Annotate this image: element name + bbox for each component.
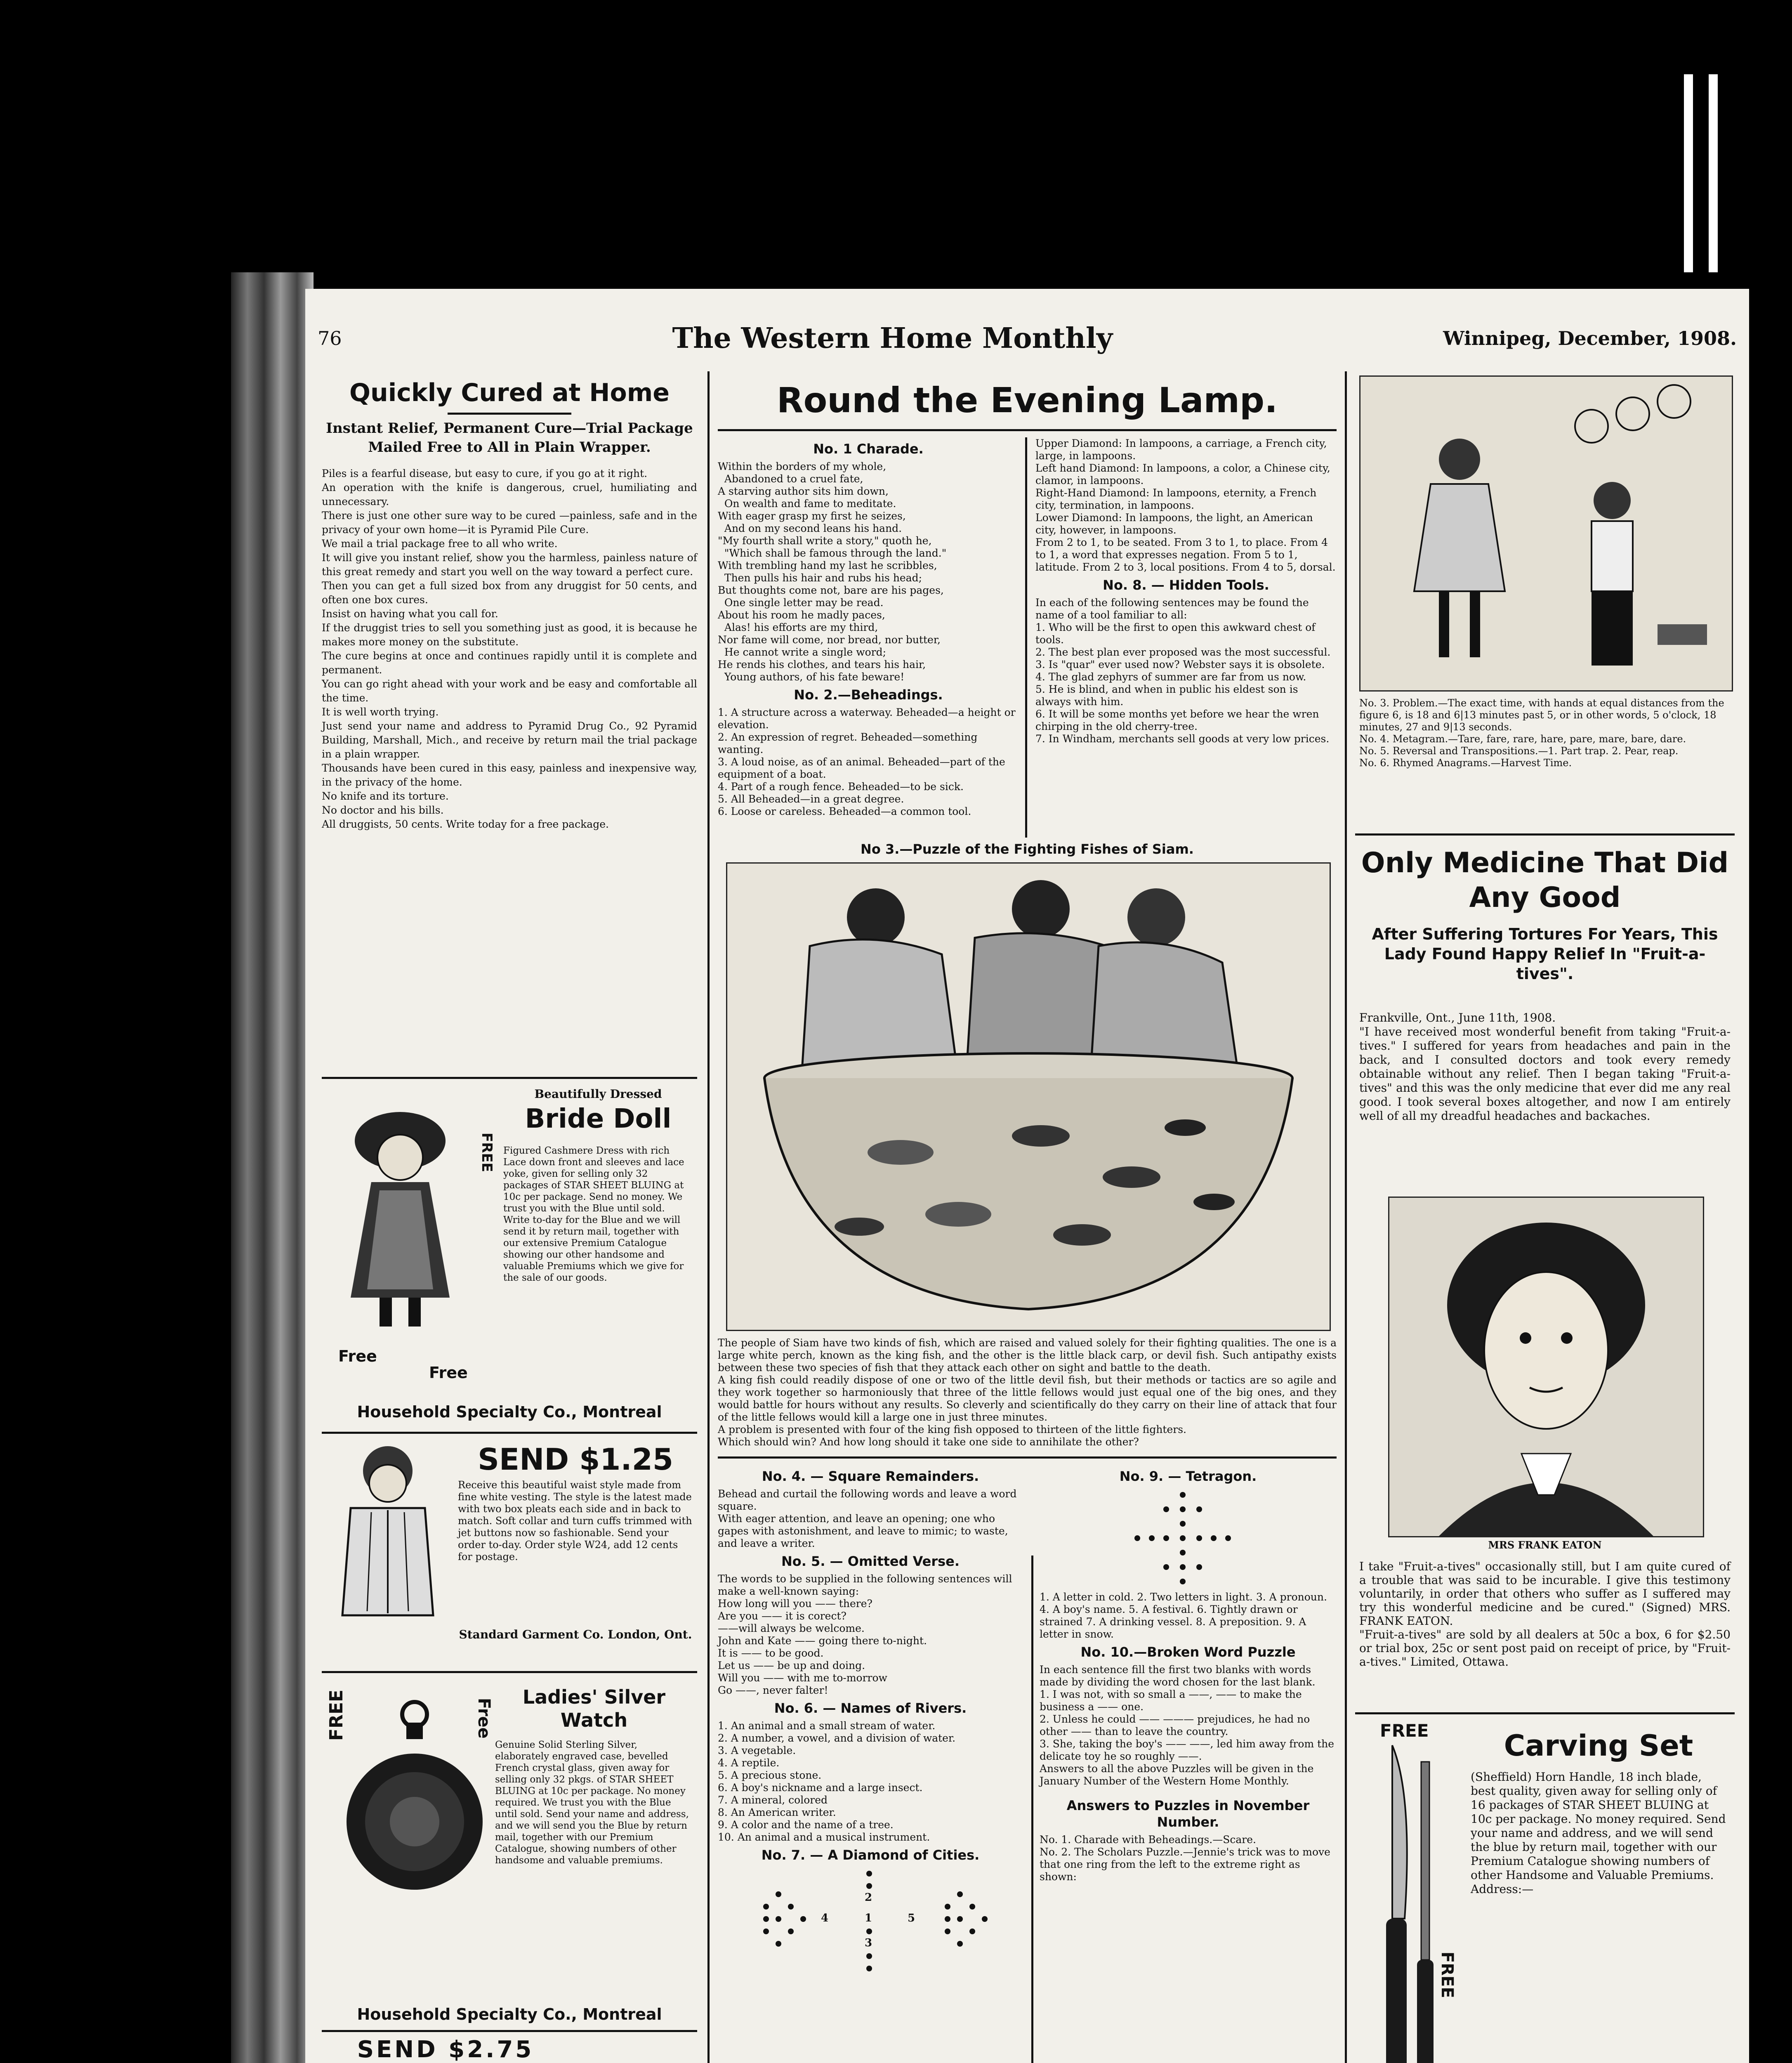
doll-illustration xyxy=(330,1108,470,1339)
doll-figure xyxy=(330,1108,470,1339)
ad-headline: Carving Set xyxy=(1504,1729,1693,1763)
watch-illustration xyxy=(347,1698,483,1929)
film-edge-mark xyxy=(1709,74,1718,272)
puzzle-text: Behead and curtail the following words and leave a word square. With eager attention, and leave an opening; one who gapes with astonishment, and leave to mimic; to waste, and leave a writer. xyxy=(718,1488,1017,1549)
diamond-of-cities-figure xyxy=(718,1867,1023,1974)
right-column xyxy=(1355,375,1735,2063)
puzzle-text: The words to be supplied in the following sentences will make a well-known saying: How long will you —— there? Are you —— it is corect? ——will always be welcome. John and Kate —— going there to-night. It is —— to be good. Let us —— be up and doing. Will you —— with me to-morrow Go ——, never falter! xyxy=(718,1573,1012,1696)
ad-headline: Ladies' Silver Watch xyxy=(522,1686,666,1731)
diamond-number: 1 xyxy=(865,1912,872,1924)
november-answers: No. 3. Problem.—The exact time, with hands at equal distances from the figure 6, is 18 and 6|13 minutes past 5, or in other words, 5 o'clock, 18 minutes, 27 and 9|13 seconds. No. 4. Metagram.—Tare, fare, rare, hare, pare, mare, bare, dare. No. 5. Reversal and Transpositions.—1. Part trap. 2. Pear, reap. No. 6. Rhymed Anagrams.—Harvest Time. xyxy=(1359,697,1724,769)
ad-body: (Sheffield) Horn Handle, 18 inch blade, best quality, given away for selling only of 16 packages of STAR SHEET BLUING at 10c per package. No money required. Send your name and address, and we will send the blue by return mail, together with our Premium Catalogue showing numbers of other Handsome and Valuable Premiums. Address:— xyxy=(1471,1770,1726,1896)
puzzle-subcolumn-b xyxy=(1035,437,1337,745)
left-column xyxy=(322,375,697,2063)
diamond-number: 5 xyxy=(908,1912,915,1924)
dateline: Winnipeg, December, 1908. xyxy=(1443,327,1737,349)
watch-ad xyxy=(322,1671,697,2003)
divider xyxy=(448,413,571,415)
ad-signoff: Household Specialty Co., Montreal xyxy=(357,2005,662,2023)
free-vertical-label: FREE xyxy=(479,1133,495,1172)
diamond-number: 4 xyxy=(821,1912,829,1924)
ad-kicker: Beautifully Dressed xyxy=(534,1087,662,1101)
ad-body: Genuine Solid Sterling Silver, elaborately engraved case, bevelled French crystal glass, given away for selling only 32 pkgs. of STAR SHEET BLUING at 10c per package. No money required. We trust you with the Blue until sold. Send your name and address, and we will send you the Blue by return mail, together with our Premium Catalogue, showing numbers of other handsome and valuable premiums. xyxy=(495,1740,692,1866)
newspaper-page xyxy=(305,289,1749,2063)
ad-signoff: Household Specialty Co., Montreal xyxy=(357,1403,662,1421)
ad-body: Receive this beautiful waist style made from fine white vesting. The style is the latest made with two box pleats each side and in back to match. Soft collar and turn cuffs trimmed with jet buttons now so fashionable. Send your order to-day. Order style W24, add 12 cents for postage. xyxy=(458,1479,696,1563)
portrait-caption: MRS FRANK EATON xyxy=(1488,1539,1602,1551)
page-header xyxy=(318,322,1737,355)
puzzle-heading: No 3.—Puzzle of the Fighting Fishes of Siam. xyxy=(861,841,1194,857)
diamond-number: 2 xyxy=(865,1891,872,1904)
turban-ad xyxy=(322,2030,697,2063)
puzzle-column xyxy=(718,375,1337,2063)
bride-doll-ad xyxy=(322,1077,697,1401)
waist-illustration xyxy=(326,1438,450,1661)
puzzle-heading: Answers to Puzzles in November Number. xyxy=(1066,1798,1310,1830)
ad-headline: Bride Doll xyxy=(525,1104,672,1134)
puzzle-heading: No. 5. — Omitted Verse. xyxy=(781,1553,960,1569)
puzzle-subcolumn-c xyxy=(718,1465,1023,1974)
puzzle-text: No. 1. Charade with Beheadings.—Scare. No. 2. The Scholars Puzzle.—Jennie's trick was to move that one ring from the left to the extreme right as shown: xyxy=(1040,1834,1330,1883)
column-rule xyxy=(1345,371,1347,2063)
ad-headline: Quickly Cured at Home xyxy=(349,378,670,407)
carving-knife-illustration xyxy=(1368,1745,1442,2063)
free-vertical-label: Free xyxy=(474,1698,493,1739)
section-rule xyxy=(1355,1712,1735,1714)
page-number: 76 xyxy=(318,327,342,349)
puzzle-heading: No. 7. — A Diamond of Cities. xyxy=(761,1847,980,1863)
fish-bowl-drawing xyxy=(727,864,1330,1330)
puzzle-heading: No. 2.—Beheadings. xyxy=(794,687,943,703)
puzzle-text: In each of the following sentences may be found the name of a tool familiar to all: 1. Who will be the first to open this awkward chest of tools. 2. The best plan ever proposed was the most successful. 3. Is "quar" ever used now? Webster says it is obsolete. 4. The glad zephyrs of summer are far from us now. 5. He is blind, and when in public his eldest son is always with him. 6. It will be some months yet before we hear the wren chirping in the old cherry-tree. 7. In Windham, merchants sell goods at very low prices. xyxy=(1035,597,1331,745)
pile-cure-ad xyxy=(322,375,697,1069)
puzzle-text: 1. An animal and a small stream of water. 2. A number, a vowel, and a division of water. 3. A vegetable. 4. A reptile. 5. A precious stone. 6. A boy's nickname and a large insect. 7. A mineral, colored 8. An American writer. 9. A color and the name of a tree. 10. An animal and a musical instrument. xyxy=(718,1720,956,1843)
puzzle-text: In each sentence fill the first two blanks with words made by dividing the word chosen for the last blank. 1. I was not, with so small a ——, —— to make the business a —— one. 2. Unless he could —— ——— prejudices, he had no other —— than to leave the country. 3. She, taking the boy's —— ——, led him away from the delicate toy he so roughly ——. Answers to all the above Puzzles will be given in the January Number of the Western Home Monthly. xyxy=(1040,1664,1335,1787)
puzzle-heading: No. 9. — Tetragon. xyxy=(1119,1468,1257,1484)
puzzle-heading: No. 10.—Broken Word Puzzle xyxy=(1080,1644,1296,1660)
diamond-number: 3 xyxy=(865,1937,872,1949)
section-rule xyxy=(718,1456,1337,1459)
ad-body: Figured Cashmere Dress with rich Lace down front and sleeves and lace yoke, given for selling only 32 packages of STAR SHEET BLUING at 10c per package. Send no money. We trust you with the Blue until sold. Write to-day for the Blue and we will send it by return mail, together with our extensive Premium Catalogue showing our other handsome and valuable Premiums which we give for the sale of our goods. xyxy=(503,1145,687,1283)
section-title: Round the Evening Lamp. xyxy=(718,375,1337,431)
puzzle-heading: No. 1 Charade. xyxy=(813,441,924,457)
puzzle-text: Upper Diamond: In lampoons, a carriage, a French city, large, in lampoons. Left hand Diamond: In lampoons, a color, a Chinese city, clamor, in lampoons. Right-Hand Diamond: In lampoons, eternity, a French city, termination, in lampoons. Lower Diamond: In lampoons, the light, an American city, however, in lampoons. From 2 to 1, to be seated. From 3 to 1, to place. From 4 to 1, a word that expresses negation. From 5 to 1, latitude. From 2 to 3, local positions. From 4 to 5, dorsal. xyxy=(1035,437,1336,573)
puzzle-text: 1. A structure across a waterway. Beheaded—a height or elevation. 2. An expression of regret. Beheaded—something wanting. 3. A loud noise, as of an animal. Beheaded—part of the equipment of a boat. 4. Part of a rough fence. Beheaded—to be sick. 5. All Beheaded—in a great degree. 6. Loose or careless. Beheaded—a common tool. xyxy=(718,706,1016,817)
ad-headline: Only Medicine That Did Any Good xyxy=(1361,847,1729,914)
film-edge-mark xyxy=(1684,74,1693,272)
ad-subhead: Instant Relief, Permanent Cure—Trial Package Mailed Free to All in Plain Wrapper. xyxy=(326,420,693,456)
free-vertical-label: FREE xyxy=(326,1690,347,1741)
puzzle-subcolumn-d xyxy=(1040,1465,1337,1883)
puzzle-heading: No. 6. — Names of Rivers. xyxy=(774,1700,967,1716)
tetragon-figure xyxy=(1040,1488,1337,1591)
free-label: FREE xyxy=(1380,1721,1429,1741)
puzzle-heading: No. 4. — Square Remainders. xyxy=(762,1468,979,1484)
portrait-illustration xyxy=(1388,1197,1704,1537)
ad-signoff: Standard Garment Co. London, Ont. xyxy=(459,1628,692,1641)
puzzle-text: 1. A letter in cold. 2. Two letters in light. 3. A pronoun. 4. A boy's name. 5. A festival. 6. Tightly drawn or strained 7. A drinking vessel. 8. A preposition. 9. A letter in snow. xyxy=(1040,1591,1330,1640)
ad-headline: SEND $1.25 xyxy=(478,1442,673,1477)
children-illustration xyxy=(1359,375,1733,692)
puzzle-heading: No. 8. — Hidden Tools. xyxy=(1103,577,1269,593)
book-page-edges xyxy=(231,272,314,2063)
ad-headline: SEND $2.75 xyxy=(357,2036,534,2063)
free-vertical-label: FREE xyxy=(1438,1952,1457,1998)
fighting-fishes-illustration xyxy=(726,862,1331,1331)
free-label: Free xyxy=(338,1347,377,1365)
column-rule xyxy=(707,371,710,2063)
puzzle-subcolumn-a xyxy=(718,437,1019,818)
ad-body: Frankville, Ont., June 11th, 1908. "I have received most wonderful benefit from taking "Fruit-a-tives." I suffered for years from headaches and pain in the back, and I consulted doctors and took every remedy obtainable without any relief. Then I began taking "Fruit-a-tives" and this was the only medicine that ever did me any real good. I took several boxes altogether, and now I am entirely well of all my dreadful headaches and backaches. xyxy=(1359,1011,1731,1123)
ad-body: I take "Fruit-a-tives" occasionally still, but I am quite cured of a trouble that was said to be incurable. I give this testimony voluntarily, in order that others who suffer as I suffered may try this wonderful medicine and be cured." (Signed) MRS. FRANK EATON. "Fruit-a-tives" are sold by all dealers at 50c a box, 6 for $2.50 or trial box, 25c or sent post paid on receipt of price, by "Fruit-a-tives." Limited, Ottawa. xyxy=(1359,1560,1731,1669)
ad-subhead: After Suffering Tortures For Years, This Lady Found Happy Relief In "Fruit-a-tives". xyxy=(1372,925,1718,983)
portrait-drawing xyxy=(1389,1198,1703,1536)
puzzle-text: Within the borders of my whole, Abandoned to a cruel fate, A starving author sits him down, On wealth and fame to meditate. With eager grasp my first he seizes, And on my second leans his hand. "My fourth shall write a story," quoth he, "Which shall be famous through the land." With trembling hand my last he scribbles, Then pulls his hair and rubs his head; But thoughts come not, bare are his pages, One single letter may be read. About his room he madly paces, Alas! his efforts are my third, Nor fame will come, nor bread, nor butter, He cannot write a single word; He rends his clothes, and tears his hair, Young authors, of his fate beware! xyxy=(718,460,947,683)
children-drawing xyxy=(1361,377,1732,690)
carving-set-ad xyxy=(1355,1721,1735,2063)
waist-ad xyxy=(322,1432,697,1665)
ad-body: Piles is a fearful disease, but easy to cure, if you go at it right. An operation with the knife is dangerous, cruel, humiliating and unnecessary. There is just one other sure way to be cured —painless, safe and in the privacy of your own home—it is Pyramid Pile Cure. We mail a trial package free to all who write. It will give you instant relief, show you the harmless, painless nature of this great remedy and start you well on the way toward a perfect cure. Then you can get a full sized box from any druggist for 50 cents, and often one box cures. Insist on having what you call for. If the druggist tries to sell you something just as good, it is because he makes more money on the substitute. The cure begins at once and continues rapidly until it is complete and permanent. You can go right ahead with your work and be easy and comfortable all the time. It is well worth trying. Just send your name and address to Pyramid Drug Co., 92 Pyramid Building, Marshall, Mich., and receive by return mail the trial package in a plain wrapper. Thousands have been cured in this easy, painless and inexpensive way, in the privacy of the home. No knife and its torture. No doctor and his bills. All druggists, 50 cents. Write today for a free package. xyxy=(322,467,697,830)
masthead: The Western Home Monthly xyxy=(672,322,1113,355)
free-label: Free xyxy=(429,1364,468,1382)
section-rule xyxy=(1355,833,1735,836)
puzzle-text: The people of Siam have two kinds of fish, which are raised and valued solely for their fighting qualities. The one is a large white perch, known as the king fish, and the other is the little black carp, or devil fish. Such antipathy exists between these two species of fish that they attack each other on sight and battle to the death. A king fish could readily dispose of one or two of the little devil fish, but their methods or tactics are so agile and they work together so harmoniously that three of the little fellows would just equal one of the big ones, and they would battle for hours without any results. So cleverly and scientifically do they carry on their line of attack that four of the little fellows would kill a large one in just three minutes. A problem is presented with four of the king fish opposed to thirteen of the little fighters. Which should win? And how long should it take one side to annihilate the other? xyxy=(718,1337,1337,1448)
column-rule xyxy=(1025,437,1027,838)
